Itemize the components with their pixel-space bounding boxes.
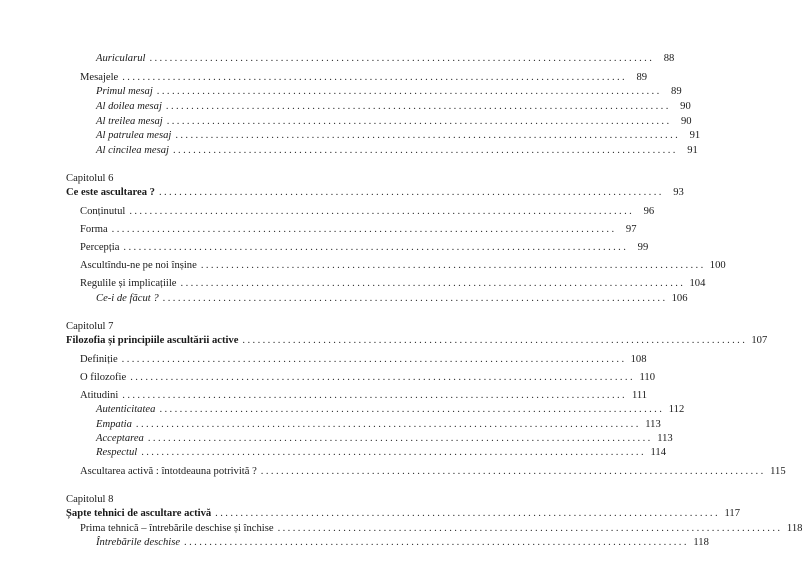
- toc-entry: [96, 293, 688, 305]
- toc-entry-page: 90: [680, 101, 691, 112]
- chapter-title-page: 107: [751, 335, 768, 346]
- chapter-label: Capitolul 8: [66, 494, 114, 505]
- toc-entry: [80, 224, 637, 236]
- toc-entry-text: Al doilea mesaj: [96, 101, 162, 112]
- dot-leader: ....................................................................................................: [111, 224, 617, 235]
- dot-leader: ....................................................................................................: [121, 354, 627, 365]
- toc-entry-page: 108: [630, 354, 647, 365]
- dot-leader: ....................................................................................................: [172, 145, 678, 156]
- chapter-title-row: [66, 335, 768, 347]
- toc-entry-page: 100: [709, 260, 726, 271]
- toc-entry: [80, 206, 655, 218]
- dot-leader: ....................................................................................................: [156, 86, 662, 97]
- toc-entry-page: 99: [637, 242, 649, 253]
- toc-entry: [96, 101, 691, 113]
- toc-entry-page: 111: [632, 390, 648, 401]
- toc-entry: [96, 447, 667, 459]
- toc-entry-text: Al cincilea mesaj: [96, 145, 169, 156]
- toc-entry-text: Conținutul: [80, 206, 126, 217]
- toc-entry-page: 110: [639, 372, 656, 383]
- toc-entry-page: 91: [689, 130, 701, 141]
- dot-leader: ....................................................................................................: [215, 508, 721, 519]
- toc-entry-text: Forma: [80, 224, 108, 235]
- toc-entry-page: 90: [680, 116, 692, 127]
- toc-entry-text: Percepția: [80, 242, 120, 253]
- toc-entry: [96, 53, 675, 65]
- dot-leader: ....................................................................................................: [180, 278, 686, 289]
- toc-entry-page: 114: [650, 447, 667, 458]
- dot-leader: ....................................................................................................: [166, 116, 672, 127]
- toc-entry-page: 91: [687, 145, 698, 156]
- dot-leader: ....................................................................................................: [165, 101, 671, 112]
- chapter-title-page: 117: [724, 508, 741, 519]
- toc-entry: [80, 242, 649, 254]
- toc-entry: [80, 523, 802, 535]
- toc-entry: [80, 72, 648, 84]
- dot-leader: ....................................................................................................: [122, 72, 628, 83]
- toc-entry-text: Autenticitatea: [96, 404, 156, 415]
- dot-leader: ....................................................................................................: [149, 53, 655, 64]
- dot-leader: ....................................................................................................: [159, 404, 665, 415]
- toc-entry-page: 115: [770, 466, 786, 477]
- dot-leader: ....................................................................................................: [158, 187, 664, 198]
- toc-entry: [96, 404, 685, 416]
- toc-entry: [96, 433, 673, 445]
- dot-leader: ....................................................................................................: [200, 260, 706, 271]
- toc-entry: [80, 260, 726, 272]
- chapter-title: Filozofia și principiile ascultării active: [66, 335, 239, 346]
- toc-entry: [96, 130, 701, 142]
- dot-leader: ....................................................................................................: [122, 390, 628, 401]
- toc-entry-text: Al treilea mesaj: [96, 116, 163, 127]
- toc-entry-page: 97: [625, 224, 637, 235]
- toc-entry-text: Acceptarea: [96, 433, 144, 444]
- chapter-title: Șapte tehnici de ascultare activă: [66, 508, 212, 519]
- chapter-title-page: 93: [673, 187, 684, 198]
- toc-entry: [80, 278, 706, 290]
- toc-entry: [80, 372, 656, 384]
- toc-entry-page: 118: [786, 523, 802, 534]
- toc-entry-text: Respectul: [96, 447, 138, 458]
- toc-entry-text: O filozofie: [80, 372, 127, 383]
- dot-leader: ....................................................................................................: [129, 206, 635, 217]
- toc-entry-text: Al patrulea mesaj: [96, 130, 172, 141]
- dot-leader: ....................................................................................................: [162, 293, 668, 304]
- toc-entry-text: Ascultarea activă : întotdeauna potrivită ?: [80, 466, 257, 477]
- toc-entry-text: Prima tehnică – întrebările deschise și închise: [80, 523, 274, 534]
- chapter-label: Capitolul 6: [66, 173, 114, 184]
- dot-leader: ....................................................................................................: [260, 466, 766, 477]
- chapter-title: Ce este ascultarea ?: [66, 187, 155, 198]
- chapter-label: Capitolul 7: [66, 321, 114, 332]
- toc-entry-page: 118: [693, 537, 709, 548]
- dot-leader: ....................................................................................................: [277, 523, 783, 534]
- toc-entry-text: Întrebările deschise: [96, 537, 181, 548]
- toc-entry-page: 113: [657, 433, 673, 444]
- dot-leader: ....................................................................................................: [123, 242, 629, 253]
- toc-entry: [96, 537, 709, 549]
- dot-leader: ....................................................................................................: [135, 419, 641, 430]
- dot-leader: ....................................................................................................: [141, 447, 647, 458]
- chapter-title-row: [66, 508, 741, 520]
- toc-entry-text: Regulile și implicațiile: [80, 278, 177, 289]
- dot-leader: ....................................................................................................: [175, 130, 681, 141]
- toc-entry: [80, 466, 786, 478]
- toc-entry-page: 112: [668, 404, 685, 415]
- toc-entry-text: Atitudini: [80, 390, 119, 401]
- toc-entry-text: Definiție: [80, 354, 118, 365]
- toc-entry-page: 106: [671, 293, 688, 304]
- toc-entry-text: Empatia: [96, 419, 132, 430]
- chapter-title-row: [66, 187, 684, 199]
- toc-entry-text: Ascultîndu-ne pe noi înșine: [80, 260, 197, 271]
- toc-entry-page: 89: [671, 86, 682, 97]
- toc-entry-text: Ce-i de făcut ?: [96, 293, 159, 304]
- toc-entry-text: Auricularul: [96, 53, 146, 64]
- toc-entry: [80, 390, 648, 402]
- toc-entry: [80, 354, 647, 366]
- toc-entry-text: Primul mesaj: [96, 86, 153, 97]
- dot-leader: ....................................................................................................: [184, 537, 689, 548]
- toc-entry-page: 104: [689, 278, 706, 289]
- toc-entry-page: 88: [663, 53, 675, 64]
- toc-entry-page: 89: [636, 72, 648, 83]
- toc-entry-page: 96: [643, 206, 655, 217]
- toc-entry: [96, 419, 661, 431]
- toc-entry-page: 113: [645, 419, 661, 430]
- toc-entry: [96, 86, 682, 98]
- toc-entry-text: Mesajele: [80, 72, 119, 83]
- toc-entry: [96, 116, 692, 128]
- dot-leader: ....................................................................................................: [130, 372, 636, 383]
- toc-entry: [96, 145, 698, 157]
- dot-leader: ....................................................................................................: [147, 433, 653, 444]
- dot-leader: ....................................................................................................: [242, 335, 748, 346]
